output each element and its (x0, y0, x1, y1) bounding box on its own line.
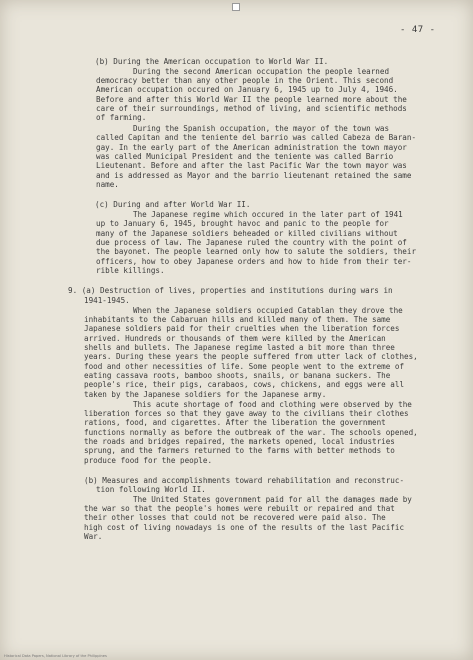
text-line: This acute shortage of food and clothing were observed by the (133, 400, 412, 409)
text-line: up to January 6, 1945, brought havoc and panic to the people for (96, 219, 389, 228)
text-line: people's rice, their pigs, carabaos, cows, chickens, and eggs were all (84, 380, 405, 389)
section-heading: (b) Measures and accomplishments toward rehabilitation and reconstruc- (84, 476, 405, 485)
text-line: their other losses that could not be recovered were paid also. The (84, 513, 386, 522)
text-line: gay. In the early part of the American administration the town mayor (96, 143, 407, 152)
text-line: War. (84, 532, 103, 541)
text-line: Before and after this World War II the people learned more about the (96, 95, 407, 104)
text-line: taken by the Japanese soldiers for the Japanese army. (84, 390, 327, 399)
text-line: The United States government paid for all the damages made by (133, 495, 412, 504)
text-line: rations, food, and cigarettes. After the liberation the government (84, 418, 386, 427)
text-line: rible killings. (96, 266, 165, 275)
text-line: liberation forces so that they gave away to the civilians their clothes (84, 409, 409, 418)
text-line: Japanese soldiers paid for their cruelties when the liberation forces (84, 324, 400, 333)
section-heading: 9. (a) Destruction of lives, properties and institutions during wars in (68, 286, 393, 295)
text-line: shells and bullets. The Japanese regime lasted a bit more than three (84, 343, 395, 352)
text-line: During the Spanish occupation, the mayor of the town was (133, 124, 390, 133)
text-line: the bayonet. The people learned only how to salute the soldiers, their (96, 247, 417, 256)
text-line: functions normally as before the outbreak of the war. The schools opened, (84, 428, 418, 437)
section-heading: (b) During the American occupation to World War II. (95, 57, 329, 66)
text-line: was called Municipal President and the teniente was called Barrio (96, 152, 394, 161)
text-line: called Capitan and the teniente del barrio was called Cabeza de Baran- (96, 133, 417, 142)
section-heading: (c) During and after World War II. (95, 200, 251, 209)
page-footer: Historical Data Papers, National Library of the Philippines (4, 654, 107, 658)
text-line: years. During these years the people suffered from utter lack of clothes, (84, 352, 418, 361)
text-line: When the Japanese soldiers occupied Catablan they drove the (133, 306, 403, 315)
text-line: 1941-1945. (84, 296, 130, 305)
text-line: During the second American occupation the people learned (133, 67, 390, 76)
text-line: name. (96, 180, 119, 189)
text-line: Lieutenant. Before and after the last Pacific War the town mayor was (96, 161, 407, 170)
text-line: the roads and bridges repaired, the markets opened, local industries (84, 437, 395, 446)
text-line: arrived. Hundreds or thousands of them were killed by the American (84, 334, 386, 343)
text-line: due process of law. The Japanese ruled the country with the point of (96, 238, 407, 247)
text-line: inhabitants to the Cabaruan hills and killed many of them. The same (84, 315, 391, 324)
text-line: eating cassava roots, bamboo shoots, snails, or banana suckers. The (84, 371, 391, 380)
text-line: and is addressed as Mayor and the barrio lieutenant retained the same (96, 171, 412, 180)
text-line: tion following World II. (96, 485, 206, 494)
text-line: many of the Japanese soldiers beheaded or killed civilians without (96, 229, 398, 238)
text-line: care of their surroundings, method of living, and scientific methods (96, 104, 407, 113)
text-line: produce food for the people. (84, 456, 213, 465)
page-number: - 47 - (400, 25, 436, 35)
text-line: American occupation occured on January 6, 1945 up to July 4, 1946. (96, 85, 398, 94)
text-line: food and other necessities of life. Some people went to the extreme of (84, 362, 405, 371)
text-line: The Japanese regime which occured in the later part of 1941 (133, 210, 403, 219)
text-line: democracy better than any other people in the Orient. This second (96, 76, 394, 85)
text-line: officers, how to obey Japanese orders and how to hide from their ter- (96, 257, 412, 266)
text-line: sprung, and the farmers returned to the farms with better methods to (84, 446, 395, 455)
text-line: high cost of living nowadays is one of the results of the last Pacific (84, 523, 405, 532)
text-line: of farming. (96, 113, 147, 122)
text-line: the war so that the people's homes were rebuilt or repaired and that (84, 504, 395, 513)
